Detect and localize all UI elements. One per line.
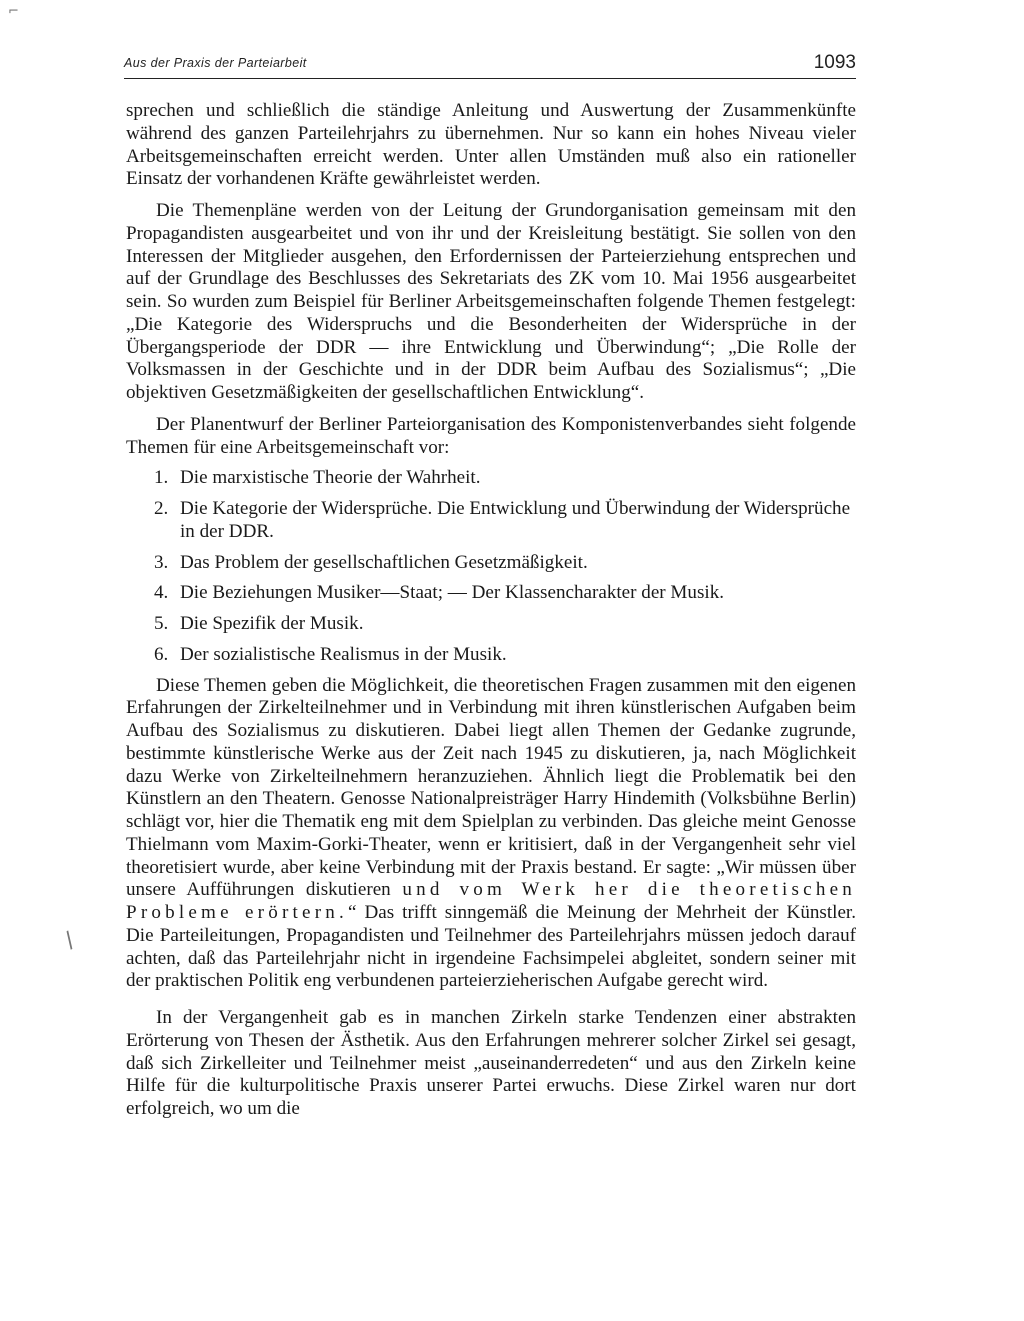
paragraph-2: Die Themenpläne werden von der Leitung der Grundorganisation gemeinsam mit den Propagandisten ausgearbeitet und von ihr und der Kreisleitung bestätigt. Sie sollen von den Interessen der Mitglieder ausgehen, den Erfordernissen der Parteierziehung entsprechen und auf der Grundlage des Beschlusses des Sekretariats des ZK vom 10. Mai 1956 ausgearbeitet sein. So wurden zum Beispiel für Berliner Arbeitsgemeinschaften folgende Themen festgelegt: „Die Kategorie des Widerspruchs und die Besonderheiten der Widersprüche in der Übergangsperiode der DDR — ihre Entwicklung und Überwindung“; „Die Rolle der Volksmassen in der Geschichte und in der DDR beim Aufbau des Sozialismus“; „Die objektiven Gesetzmäßigkeiten der gesellschaftlichen Entwicklung“. <box>126 200 856 403</box>
list-item-text: Die Kategorie der Widersprüche. Die Entwicklung und Überwindung der Widersprüche in der DDR. <box>180 498 851 542</box>
list-item <box>126 552 856 575</box>
spaced-quote: und vom Werk her die theoretischen Probleme erörtern. <box>126 879 856 923</box>
list-item <box>126 467 856 490</box>
paragraph-4 <box>126 675 856 994</box>
list-item-number: 6. <box>154 643 169 665</box>
list-item-number: 4. <box>154 582 169 604</box>
list-item <box>126 644 856 667</box>
list-item-text: Das Problem der gesellschaftlichen Gesetzmäßigkeit. <box>180 551 588 573</box>
running-header <box>124 52 856 79</box>
list-item-text: Der sozialistische Realismus in der Musik. <box>180 643 507 665</box>
paragraph-5: In der Vergangenheit gab es in manchen Zirkeln starke Tendenzen einer abstrakten Erörterung von Thesen der Ästhetik. Aus den Erfahrungen mehrerer solcher Zirkel sei gesagt, daß sich Zirkelleiter und Teilnehmer meist „auseinanderredeten“ und aus den Zirkeln keine Hilfe für die kulturpolitische Praxis unserer Partei erwuchs. Diese Zirkel waren nur dort erfolgreich, wo um die <box>126 1007 856 1119</box>
list-item-text: Die marxistische Theorie der Wahrheit. <box>180 467 481 489</box>
running-title: Aus der Praxis der Parteiarbeit <box>124 56 307 70</box>
paragraph-3: Der Planentwurf der Berliner Parteiorganisation des Komponistenverbandes sieht folgende Themen für eine Arbeitsgemeinschaft vor: <box>126 413 856 458</box>
list-item <box>126 613 856 636</box>
paragraph-1: sprechen und schließlich die ständige Anleitung und Auswertung der Zusammenkünfte während des ganzen Parteilehrjahrs zu übernehmen. Nur so kann ein hohes Niveau vieler Arbeitsgemeinschaften erreicht werden. Unter allen Umständen muß also ein rationeller Einsatz der vorhandenen Kräfte gewährleistet werden. <box>126 100 856 190</box>
topic-list <box>126 467 856 666</box>
list-item-number: 3. <box>154 551 169 573</box>
list-item <box>126 498 856 544</box>
list-item-text: Die Beziehungen Musiker—Staat; — Der Klassencharakter der Musik. <box>180 582 725 604</box>
list-item-number: 1. <box>154 467 169 489</box>
list-item <box>126 582 856 605</box>
scan-mark: ⌐ <box>8 4 19 19</box>
page-number: 1093 <box>813 52 856 73</box>
list-item-number: 5. <box>154 613 169 634</box>
list-item-number: 2. <box>154 498 169 519</box>
paragraph-4-text: Diese Themen geben die Möglichkeit, die theoretischen Fragen zusammen mit den eigenen Erfahrungen der Zirkelteilnehmer und in Verbindung mit ihren künstlerischen Aufgaben beim Aufbau des Sozialismus zu diskutieren. Dabei liegt allen Themen der Gedanke zugrunde, bestimmte künstlerische Werke aus der Zeit nach 1945 zu diskutieren, ja, nach Möglichkeit dazu Werke von Zirkelteilnehmern heranzuziehen. Ähnlich liegt die Problematik bei den Künstlern an den Theatern. Genosse Nationalpreisträger Harry Hindemith (Volksbühne Berlin) schlägt vor, hier die Thematik eng mit dem Spielplan zu verbinden. Das gleiche meint Genosse Thielmann vom Maxim-Gorki-Theater, wenn er kritisiert, daß in der Vergangenheit sehr viel theoretisiert wurde, aber keine Verbindung mit der Praxis bestand. Er sagte: „Wir müssen über unsere Aufführungen diskutieren <box>126 674 856 901</box>
list-item-text: Die Spezifik der Musik. <box>180 613 364 634</box>
paragraph-4-continued: “ Das trifft sinngemäß die Meinung der Mehrheit der Künstler. Die Parteileitungen, Propagandisten und Teilnehmer des Parteilehrjahrs müssen jedoch darauf achten, daß das Parteilehrjahr nicht in irgendeine Fachsimpelei abgleitet, sondern seiner mit der praktischen Politik eng verbundenen parteierzieherischen Aufgabe gerecht wird. <box>126 902 857 992</box>
body-text <box>126 100 856 1121</box>
pencil-mark: / <box>60 927 80 954</box>
